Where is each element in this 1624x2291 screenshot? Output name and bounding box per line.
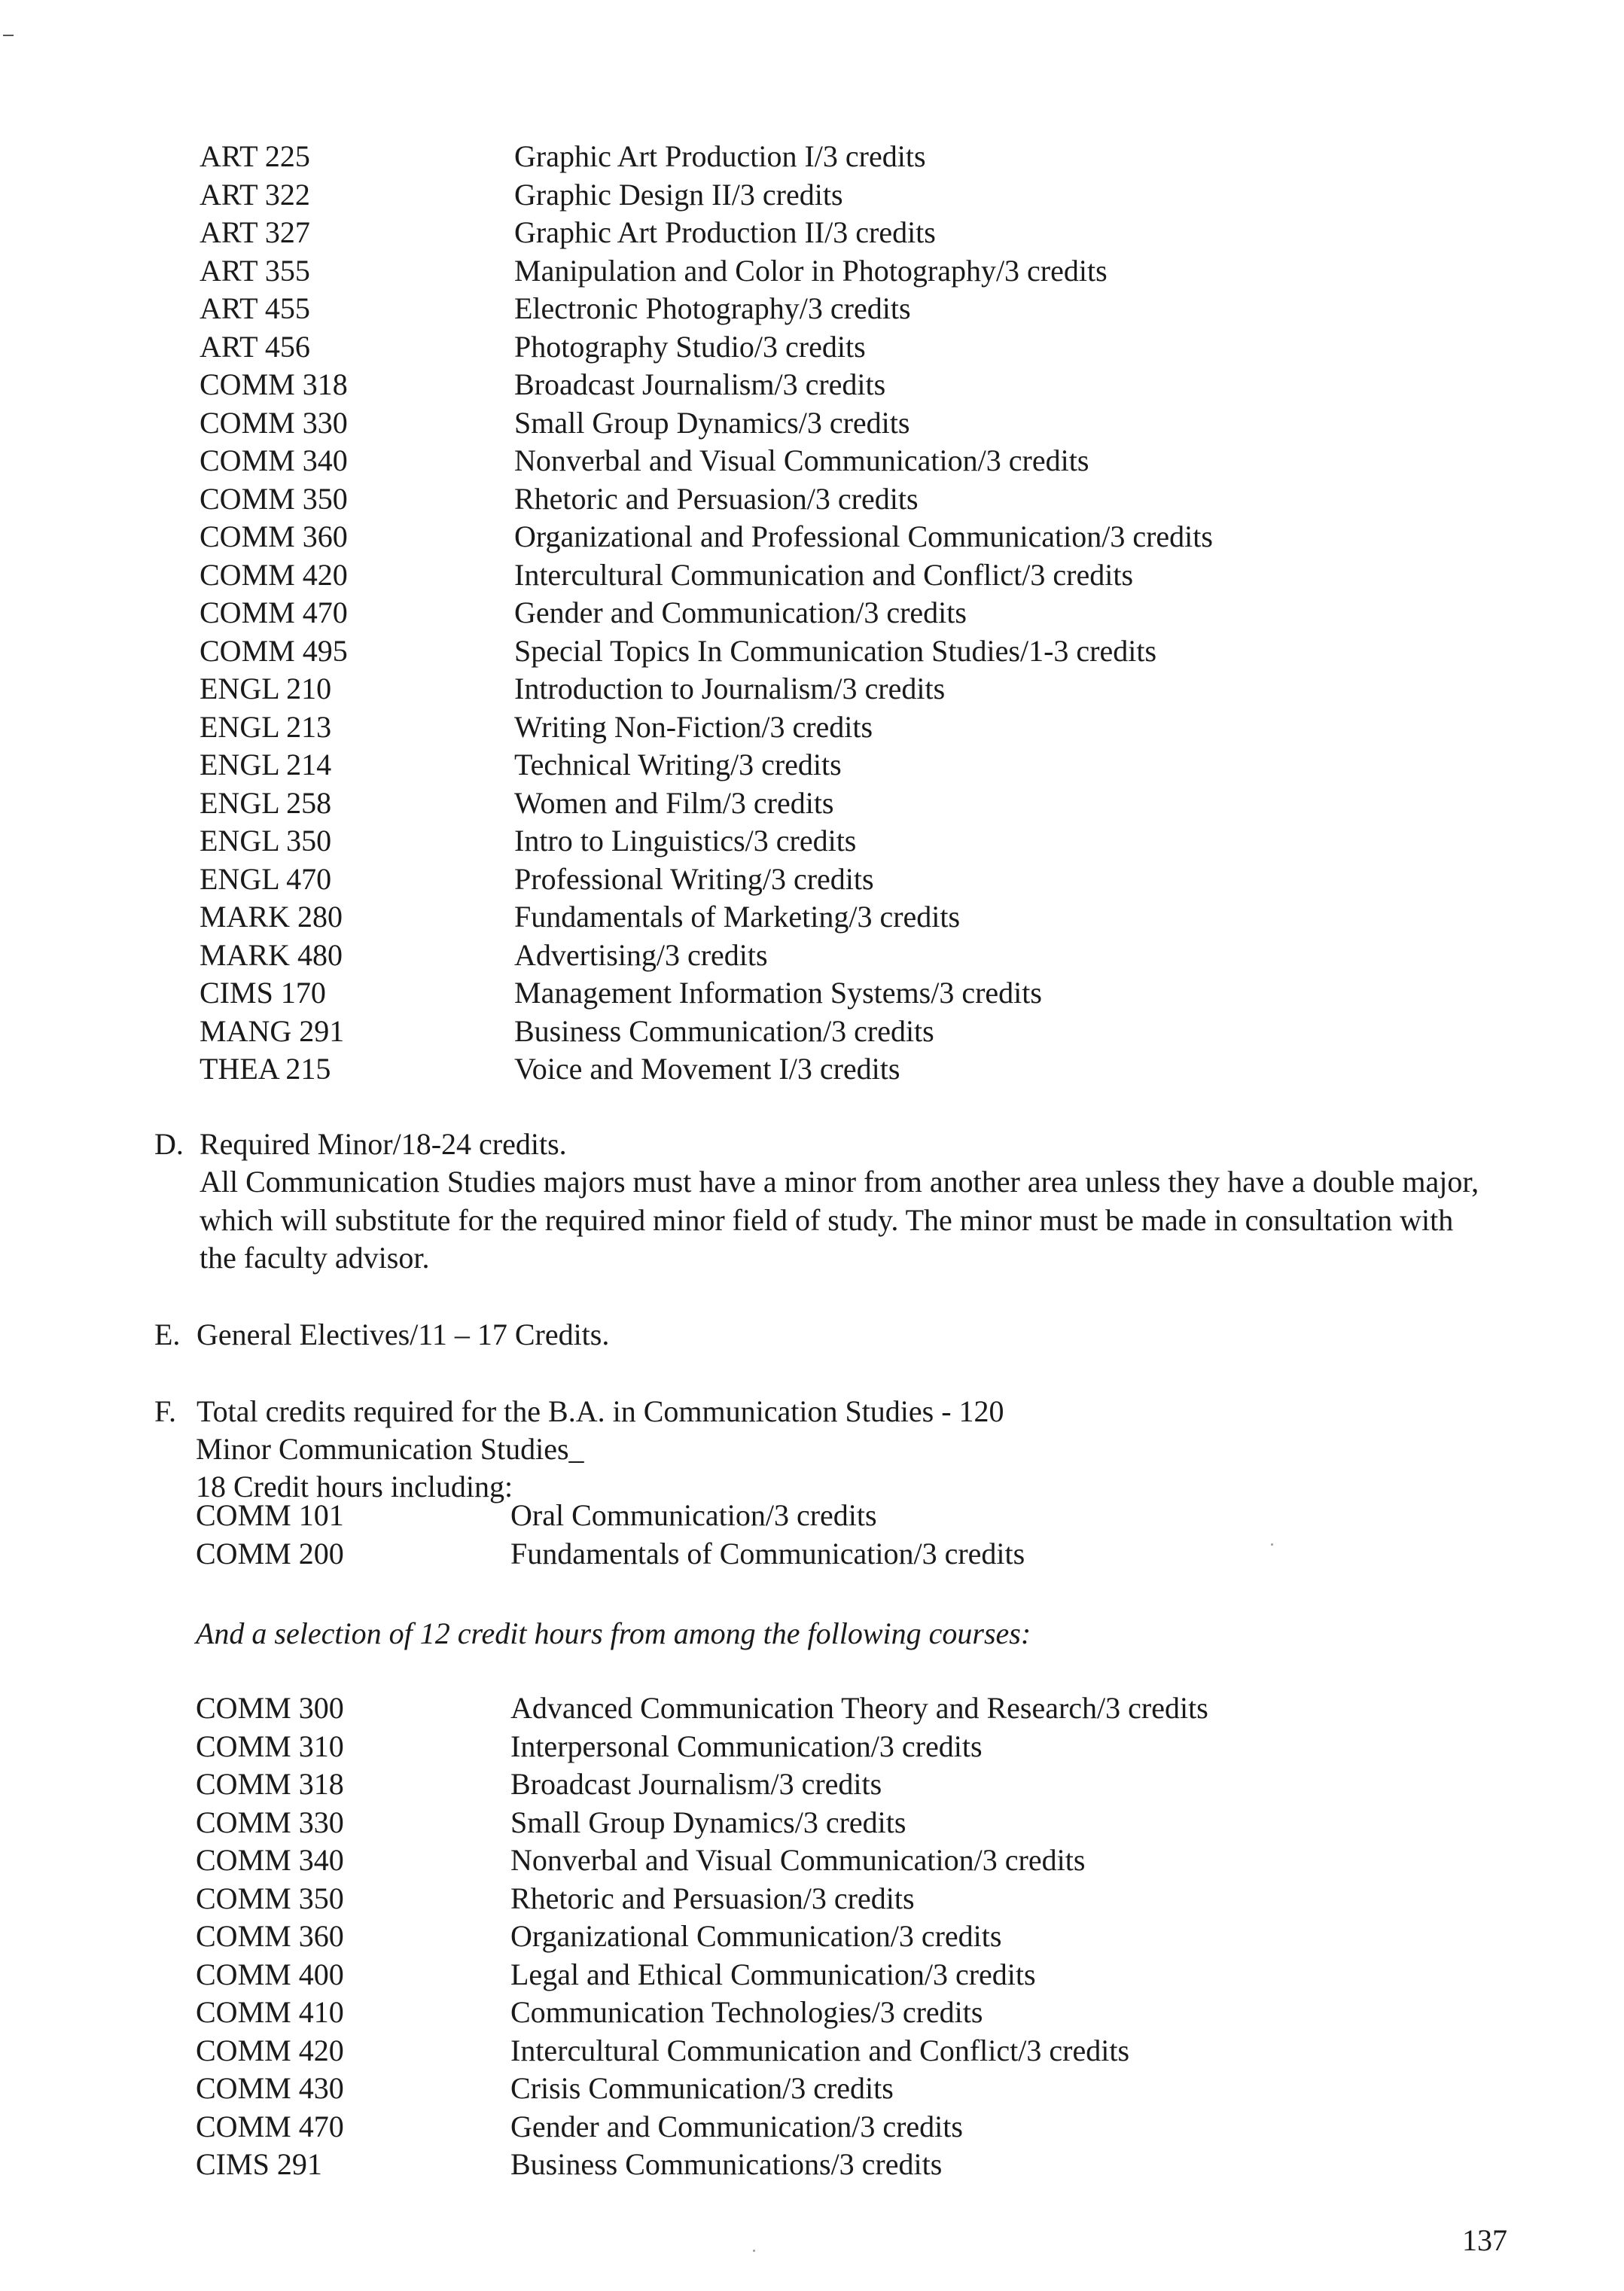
course-code: ENGL 350 xyxy=(200,824,332,858)
course-code: COMM 400 xyxy=(196,1957,344,1991)
course-title: Gender and Communication/3 credits xyxy=(514,596,967,629)
course-row xyxy=(200,746,1555,784)
course-code: ENGL 213 xyxy=(200,709,332,744)
course-row xyxy=(200,708,1555,747)
course-row xyxy=(200,937,1555,975)
course-row xyxy=(200,1013,1555,1051)
course-title: Technical Writing/3 credits xyxy=(514,748,842,781)
course-code: ENGL 470 xyxy=(200,861,332,896)
course-row xyxy=(200,518,1555,556)
section-e-text: General Electives/11 – 17 Credits. xyxy=(197,1318,610,1351)
course-row xyxy=(200,556,1555,595)
course-row xyxy=(200,898,1555,937)
course-row xyxy=(196,1918,1551,1956)
course-code: COMM 430 xyxy=(196,2071,344,2105)
course-row xyxy=(196,1728,1551,1766)
course-title: Business Communication/3 credits xyxy=(514,1013,934,1048)
course-row xyxy=(196,2146,1551,2184)
section-d-body-2: which will substitute for the required minor field of study. The minor must be made in consultation with xyxy=(200,1203,1454,1237)
section-d-label: D. xyxy=(154,1127,184,1161)
course-code: ENGL 258 xyxy=(200,785,332,820)
course-title: Fundamentals of Communication/3 credits xyxy=(510,1536,1025,1570)
course-code: COMM 495 xyxy=(200,633,348,668)
section-e-label: E. xyxy=(154,1318,181,1351)
course-code: COMM 350 xyxy=(196,1881,344,1915)
course-title: Fundamentals of Marketing/3 credits xyxy=(514,900,961,934)
course-title: Introduction to Journalism/3 credits xyxy=(514,672,946,705)
course-title: Special Topics In Communication Studies/1-3 credits xyxy=(514,633,1157,668)
minor-title: Minor Communication Studies_ xyxy=(196,1432,584,1466)
section-d-body-1: All Communication Studies majors must have a minor from another area unless they have a double major, xyxy=(200,1165,1479,1199)
course-code: ENGL 214 xyxy=(200,748,332,781)
course-code: ENGL 210 xyxy=(200,672,332,705)
course-title: Small Group Dynamics/3 credits xyxy=(510,1805,906,1839)
course-code: MARK 480 xyxy=(200,937,343,972)
course-code: COMM 300 xyxy=(196,1691,344,1725)
course-title: Writing Non-Fiction/3 credits xyxy=(514,709,873,744)
course-row xyxy=(200,252,1555,291)
course-row xyxy=(200,138,1555,176)
course-row xyxy=(200,1050,1555,1089)
page-number: 137 xyxy=(1462,2223,1507,2257)
course-row xyxy=(200,632,1555,671)
course-row xyxy=(200,822,1555,861)
course-row xyxy=(200,670,1555,708)
course-code: COMM 470 xyxy=(196,2109,344,2143)
course-title: Organizational and Professional Communication/3 credits xyxy=(514,519,1213,553)
course-code: COMM 360 xyxy=(200,519,348,553)
course-row xyxy=(196,1497,1551,1535)
course-title: Advanced Communication Theory and Research/3 credits xyxy=(510,1691,1208,1725)
course-code: COMM 200 xyxy=(196,1536,344,1570)
course-row xyxy=(200,861,1555,899)
course-row xyxy=(196,1842,1551,1880)
course-title: Nonverbal and Visual Communication/3 credits xyxy=(510,1843,1086,1877)
course-title: Graphic Design II/3 credits xyxy=(514,177,843,212)
course-title: Advertising/3 credits xyxy=(514,937,768,972)
course-row xyxy=(200,404,1555,443)
course-title: Business Communications/3 credits xyxy=(510,2147,943,2181)
course-row xyxy=(196,2108,1551,2146)
course-code: COMM 101 xyxy=(196,1498,344,1532)
course-code: COMM 360 xyxy=(196,1919,344,1953)
minor-selection-list xyxy=(196,1689,1551,2184)
course-code: ART 225 xyxy=(200,139,310,173)
course-row xyxy=(196,1765,1551,1804)
course-code: COMM 420 xyxy=(200,557,348,592)
course-title: Communication Technologies/3 credits xyxy=(510,1995,983,2029)
scan-speck xyxy=(1271,1543,1273,1546)
course-title: Intro to Linguistics/3 credits xyxy=(514,824,857,858)
course-row xyxy=(200,594,1555,632)
course-title: Intercultural Communication and Conflict/3 credits xyxy=(514,557,1134,592)
course-code: ART 456 xyxy=(200,329,310,364)
elective-course-list xyxy=(200,138,1555,1089)
course-row xyxy=(200,442,1555,480)
course-code: COMM 340 xyxy=(200,443,348,477)
course-code: COMM 330 xyxy=(200,405,348,440)
course-code: COMM 318 xyxy=(196,1767,344,1801)
course-code: ART 355 xyxy=(200,253,310,288)
course-title: Gender and Communication/3 credits xyxy=(510,2109,963,2143)
course-code: CIMS 291 xyxy=(196,2147,322,2181)
course-title: Broadcast Journalism/3 credits xyxy=(510,1767,882,1801)
course-title: Legal and Ethical Communication/3 credits xyxy=(510,1957,1036,1991)
scan-mark xyxy=(3,35,14,36)
course-row xyxy=(200,974,1555,1013)
course-row xyxy=(200,784,1555,823)
course-code: COMM 470 xyxy=(200,596,348,629)
course-code: COMM 350 xyxy=(200,481,348,516)
selection-note: And a selection of 12 credit hours from among the following courses: xyxy=(196,1616,1031,1650)
course-code: COMM 310 xyxy=(196,1729,344,1763)
course-code: COMM 330 xyxy=(196,1805,344,1839)
section-d-body-3: the faculty advisor. xyxy=(200,1241,430,1275)
course-title: Nonverbal and Visual Communication/3 credits xyxy=(514,443,1089,477)
course-row xyxy=(196,1689,1551,1728)
course-title: Voice and Movement I/3 credits xyxy=(514,1052,900,1086)
course-code: MANG 291 xyxy=(200,1013,345,1048)
course-title: Management Information Systems/3 credits xyxy=(514,976,1042,1010)
course-title: Small Group Dynamics/3 credits xyxy=(514,405,910,440)
course-title: Broadcast Journalism/3 credits xyxy=(514,367,886,401)
course-row xyxy=(196,2070,1551,2108)
course-row xyxy=(200,290,1555,328)
course-code: COMM 410 xyxy=(196,1995,344,2029)
course-row xyxy=(200,214,1555,252)
course-title: Graphic Art Production I/3 credits xyxy=(514,139,926,173)
course-row xyxy=(196,1880,1551,1918)
course-row xyxy=(196,1535,1551,1574)
section-d-heading: Required Minor/18-24 credits. xyxy=(200,1127,567,1161)
course-title: Rhetoric and Persuasion/3 credits xyxy=(514,481,919,516)
course-row xyxy=(200,480,1555,519)
minor-hours: 18 Credit hours including: xyxy=(196,1470,513,1503)
course-title: Women and Film/3 credits xyxy=(514,785,834,820)
course-row xyxy=(196,1956,1551,1994)
course-title: Interpersonal Communication/3 credits xyxy=(510,1729,983,1763)
course-title: Electronic Photography/3 credits xyxy=(514,291,911,325)
course-code: ART 455 xyxy=(200,291,310,325)
course-title: Organizational Communication/3 credits xyxy=(510,1919,1002,1953)
course-row xyxy=(196,1994,1551,2032)
course-title: Manipulation and Color in Photography/3 credits xyxy=(514,253,1108,288)
course-code: THEA 215 xyxy=(200,1052,331,1086)
course-row xyxy=(200,366,1555,404)
course-title: Photography Studio/3 credits xyxy=(514,329,866,364)
course-code: COMM 318 xyxy=(200,367,348,401)
course-code: ART 327 xyxy=(200,215,310,249)
course-code: MARK 280 xyxy=(200,900,343,934)
minor-required-list xyxy=(196,1497,1551,1573)
course-row xyxy=(200,328,1555,367)
course-row xyxy=(196,1804,1551,1842)
course-title: Crisis Communication/3 credits xyxy=(510,2071,894,2105)
course-title: Graphic Art Production II/3 credits xyxy=(514,215,936,249)
section-f-label: F. xyxy=(154,1394,177,1428)
scan-speck xyxy=(753,2250,755,2252)
course-title: Oral Communication/3 credits xyxy=(510,1498,877,1532)
course-title: Professional Writing/3 credits xyxy=(514,861,874,896)
course-row xyxy=(196,2032,1551,2070)
course-row xyxy=(200,176,1555,215)
course-code: CIMS 170 xyxy=(200,976,326,1010)
course-title: Rhetoric and Persuasion/3 credits xyxy=(510,1881,915,1915)
course-code: COMM 340 xyxy=(196,1843,344,1877)
section-f-text: Total credits required for the B.A. in Communication Studies - 120 xyxy=(197,1394,1004,1428)
course-title: Intercultural Communication and Conflict/3 credits xyxy=(510,2033,1130,2067)
course-code: ART 322 xyxy=(200,177,310,212)
course-code: COMM 420 xyxy=(196,2033,344,2067)
